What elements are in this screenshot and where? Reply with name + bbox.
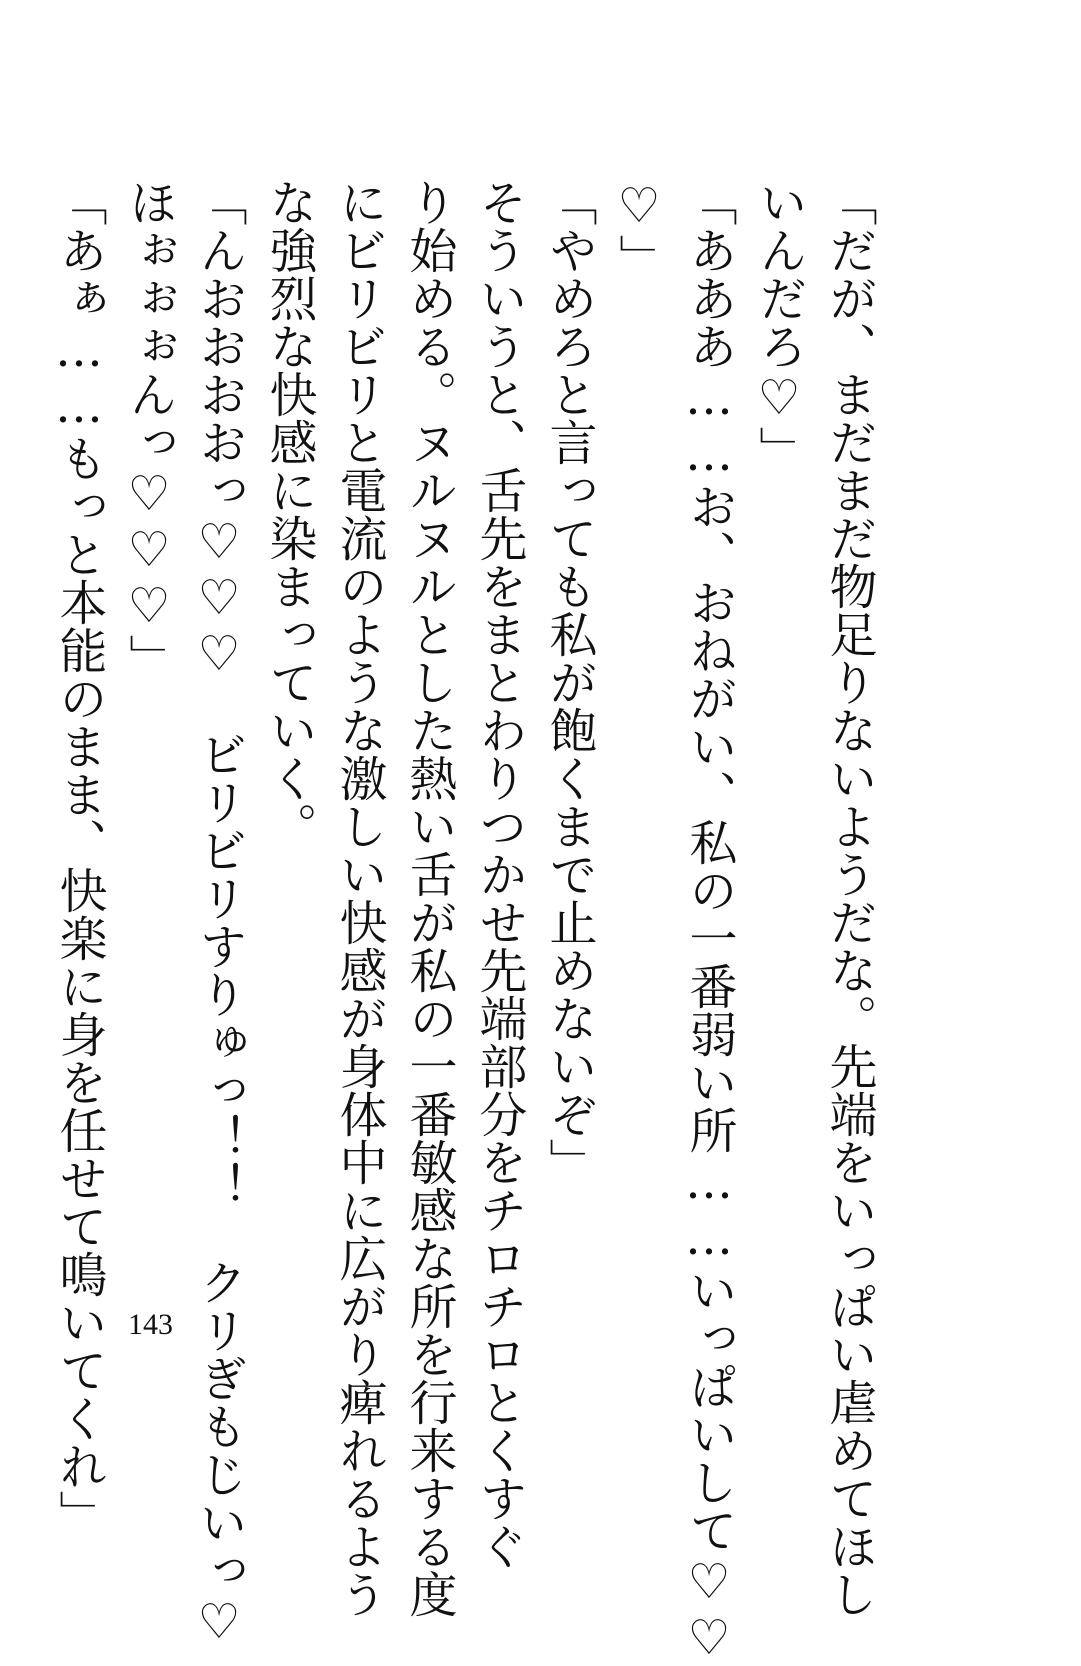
text-line: そういうと、舌先をまとわりつかせ先端部分をチロチロとくすぐ — [471, 178, 527, 1570]
text-line: ほぉぉぉんっ♡♡♡」 — [121, 178, 177, 682]
text-line: な強烈な快感に染まっていく。 — [261, 178, 317, 850]
text-line: いんだろ♡」 — [751, 178, 807, 474]
text-line: にビリビリと電流のような激しい快感が身体中に広がり痺れるよう — [331, 178, 387, 1618]
text-line: り始める。ヌルヌルとした熱い舌が私の一番敏感な所を行来する度 — [401, 178, 457, 1618]
text-line: ♡」 — [611, 178, 667, 282]
text-line: 「あああ……お、おねがい、私の一番弱い所……いっぱいして♡♡ — [681, 178, 737, 1666]
text-line: 「やめろと言っても私が飽くまで止めないぞ」 — [541, 178, 597, 1186]
page-number: 143 — [128, 1308, 173, 1341]
text-line: 「あぁ……もっと本能のまま、快楽に身を任せて鳴いてくれ」 — [51, 178, 107, 1538]
text-line: 「んおおおおっ♡♡♡ ビリビリすりゅっ！！ クリぎもじいっ♡ — [191, 178, 247, 1650]
text-line: 「だが、まだまだ物足りないようだな。先端をいっぱい虐めてほし — [821, 178, 877, 1618]
